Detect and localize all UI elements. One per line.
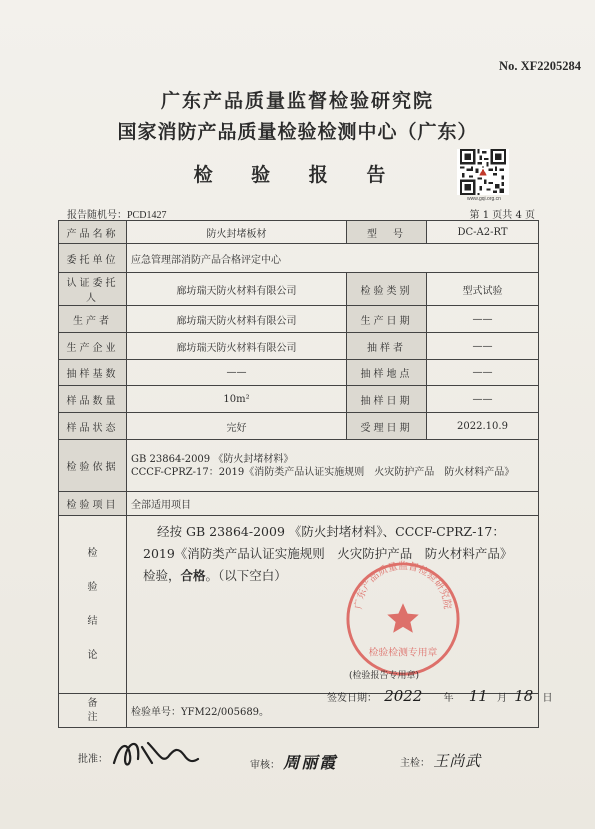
issue-year: 2022 (384, 687, 423, 705)
basis-value (127, 440, 539, 492)
issue-day: 18 (514, 687, 534, 705)
prod-date-label: 生产日期 (347, 306, 427, 333)
issue-date: 签发日期： 2022 年 11 月 18 日 (327, 687, 553, 705)
table-row (59, 360, 539, 386)
result-pass: 合格 (180, 568, 206, 583)
sample-state-label: 样品状态 (59, 413, 127, 440)
accept-date-value: 2022.10.9 (427, 413, 539, 440)
page-indicator: 第 1 页共 4 页 (469, 210, 535, 221)
product-name-label: 产品名称 (59, 221, 127, 244)
producer-label: 生产者 (59, 306, 127, 333)
inspector-signature: 王尚武 (433, 752, 482, 770)
sample-qty-label: 样品数量 (59, 386, 127, 413)
sample-place-label: 抽样地点 (347, 360, 427, 386)
client-label: 委托单位 (59, 244, 127, 273)
cert-client-value: 廊坊瑞天防火材料有限公司 (127, 273, 347, 306)
reviewer-signature: 周丽霞 (283, 753, 338, 772)
sample-random-number: 报告随机号：PCD1427 (67, 210, 167, 221)
sample-place-value: —— (427, 360, 539, 386)
remarks-label: 备 注 (59, 694, 127, 728)
test-type-value: 型式试验 (427, 273, 539, 306)
conclusion-cell (127, 516, 539, 694)
table-row (59, 386, 539, 413)
report-table (58, 220, 539, 728)
report-title: 检 验 报 告 (193, 164, 402, 186)
items-value: 全部适用项目 (127, 492, 539, 516)
sampler-value: —— (427, 333, 539, 360)
institute-title: 广东产品质量监督检验研究院 (160, 90, 434, 112)
table-row (59, 333, 539, 360)
official-seal (344, 560, 462, 678)
basis-label: 检验依据 (59, 440, 127, 492)
qr-code-icon (457, 149, 509, 195)
basis-line-1: GB 23864-2009 《防火封堵材料》 (131, 453, 294, 465)
stamp-note: (检验报告专用章) (349, 671, 420, 681)
enterprise-label: 生产企业 (59, 333, 127, 360)
sample-date-value: —— (427, 386, 539, 413)
sample-state-value: 完好 (127, 413, 347, 440)
table-row (59, 413, 539, 440)
model-value: DC-A2-RT (427, 221, 539, 244)
cert-client-label: 认证委托人 (59, 273, 127, 306)
sample-date-label: 抽样日期 (347, 386, 427, 413)
issue-month: 11 (468, 687, 488, 705)
remarks-value: 检验单号：YFM22/005689。 (127, 694, 539, 728)
sampler-label: 抽样者 (347, 333, 427, 360)
review-field: 审核： 周丽霞 (250, 753, 338, 772)
enterprise-value: 廊坊瑞天防火材料有限公司 (127, 333, 347, 360)
seal-text-bottom: 检验检测专用章 (368, 647, 438, 659)
sample-qty-value: 10m² (127, 386, 347, 413)
qr-url: www.gqi.org.cn (467, 196, 501, 202)
conclusion-text: 经按 GB 23864-2009 《防火封堵材料》、CCCF-CPRZ-17： 2019《消防类产品认证实施规则 火灾防护产品 防火材料产品》 检验，合格。（以下空白） (143, 524, 513, 583)
approver-signature (108, 733, 200, 775)
sample-base-label: 抽样基数 (59, 360, 127, 386)
sample-base-value: —— (127, 360, 347, 386)
table-row (59, 221, 539, 244)
report-number: No. XF2205284 (499, 59, 581, 73)
seal-text-top: 广东产品质量监督检验研究院 (353, 561, 453, 610)
table-row (59, 492, 539, 516)
center-title: 国家消防产品质量检验检测中心（广东） (117, 121, 478, 143)
client-value: 应急管理部消防产品合格评定中心 (127, 244, 539, 273)
conclusion-label: 检 验 结 论 (59, 516, 127, 694)
test-type-label: 检验类别 (347, 273, 427, 306)
producer-value: 廊坊瑞天防火材料有限公司 (127, 306, 347, 333)
table-row (59, 516, 539, 694)
star-icon (387, 603, 418, 633)
prod-date-value: —— (427, 306, 539, 333)
items-label: 检验项目 (59, 492, 127, 516)
basis-line-2: CCCF-CPRZ-17：2019《消防类产品认证实施规则 火灾防护产品 防火材料产品》 (131, 466, 515, 478)
table-row (59, 306, 539, 333)
model-label: 型 号 (347, 221, 427, 244)
inspect-field: 主检： 王尚武 (400, 752, 482, 770)
table-row (59, 273, 539, 306)
product-name-value: 防火封堵板材 (127, 221, 347, 244)
table-row (59, 244, 539, 273)
accept-date-label: 受理日期 (347, 413, 427, 440)
table-row (59, 440, 539, 492)
approve-field: 批准： (78, 754, 108, 765)
